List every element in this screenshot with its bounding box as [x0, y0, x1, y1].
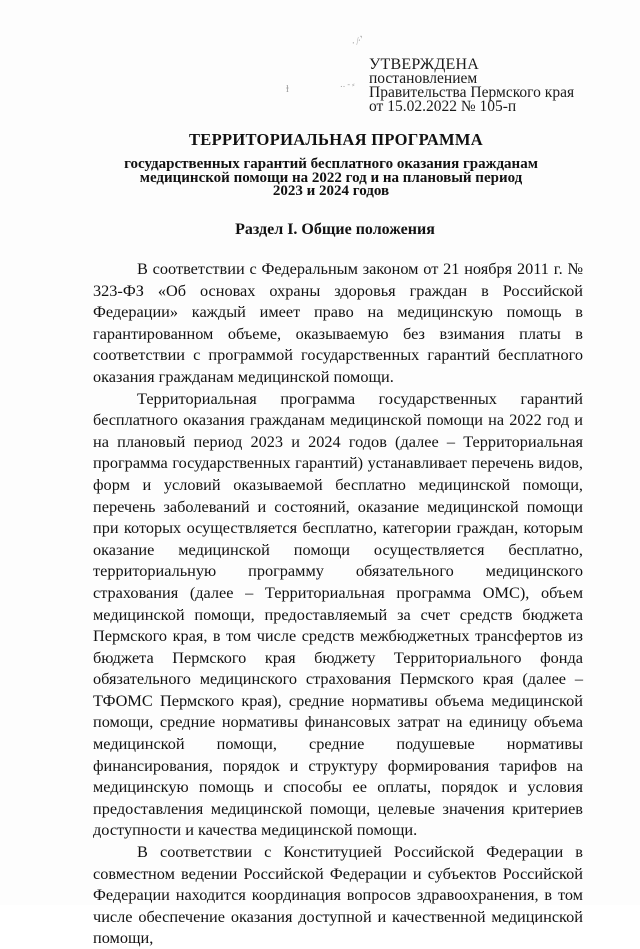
subtitle-line: медицинской помощи на 2022 год и на плановый период	[139, 169, 523, 186]
subtitle-line: государственных гарантий бесплатного оказания гражданам	[124, 156, 538, 172]
paragraph: Территориальная программа государственных гарантий бесплатного оказания гражданам медицинской помощи на 2022 год и на плановый период 2023 и 2024 годов (далее – Территориальная программа государственных гарантий) устанавливает перечень видов, форм и условий оказываемой бесплатно медицинской помощи, перечень заболеваний и состояний, оказание медицинской помощи при которых осуществляется бесплатно, категории граждан, которым оказание медицинской помощи осуществляется бесплатно, территориальную программу обязательного медицинского страхования (далее – Территориальная программа ОМС), объем медицинской помощи, предоставляемый за счет средств бюджета Пермского края, в том числе средств межбюджетных трансфертов из бюджета Пермского края бюджету Территориального фонда обязательного медицинского страхования Пермского края (далее – ТФОМС Пермского края), средние нормативы объема медицинской помощи, средние нормативы финансовых затрат на единицу объема медицинской помощи, средние подушевые нормативы финансирования, порядок и структуру формирования тарифов на медицинскую помощь и способы ее оплаты, порядок и условия предоставления медицинской помощи, целевые значения критериев доступности и качества медицинской помощи.	[93, 388, 583, 840]
approval-heading: УТВЕРЖДЕНА	[369, 56, 480, 73]
document-title-block	[0, 130, 640, 199]
approval-line: постановлением	[369, 70, 478, 87]
scan-artifact-mark: ⱡ	[286, 84, 289, 95]
subtitle-line: 2023 и 2024 годов	[272, 183, 390, 199]
approval-date-number: от 15.02.2022 № 105-п	[369, 98, 517, 115]
paragraph: В соответствии с Федеральным законом от 21 ноября 2011 г. № 323-ФЗ «Об основах охраны здоровья граждан в Российской Федерации» каждый имеет право на медицинскую помощь в гарантированном объеме, оказываемую без взимания платы в соответствии с программой государственных гарантий бесплатного оказания гражданам медицинской помощи.	[93, 259, 583, 386]
approval-stamp	[369, 58, 574, 114]
paragraph: В соответствии с Конституцией Российской Федерации в совместном ведении Российской Федерации и субъектов Российской Федерации находится координация вопросов здравоохранения, в том числе обеспечение оказания доступной и качественной медицинской помощи,	[93, 842, 583, 948]
document-subtitle	[22, 158, 640, 199]
scan-artifact-mark: ‥ ‐ ⸗	[340, 80, 355, 89]
document-body	[93, 258, 583, 949]
section-heading: Раздел I. Общие положения	[235, 221, 435, 238]
approval-line: Правительства Пермского края	[369, 84, 575, 101]
scan-artifact-mark: ∙ ∕∙ʼ	[350, 33, 367, 50]
document-title: ТЕРРИТОРИАЛЬНАЯ ПРОГРАММА	[188, 130, 484, 149]
